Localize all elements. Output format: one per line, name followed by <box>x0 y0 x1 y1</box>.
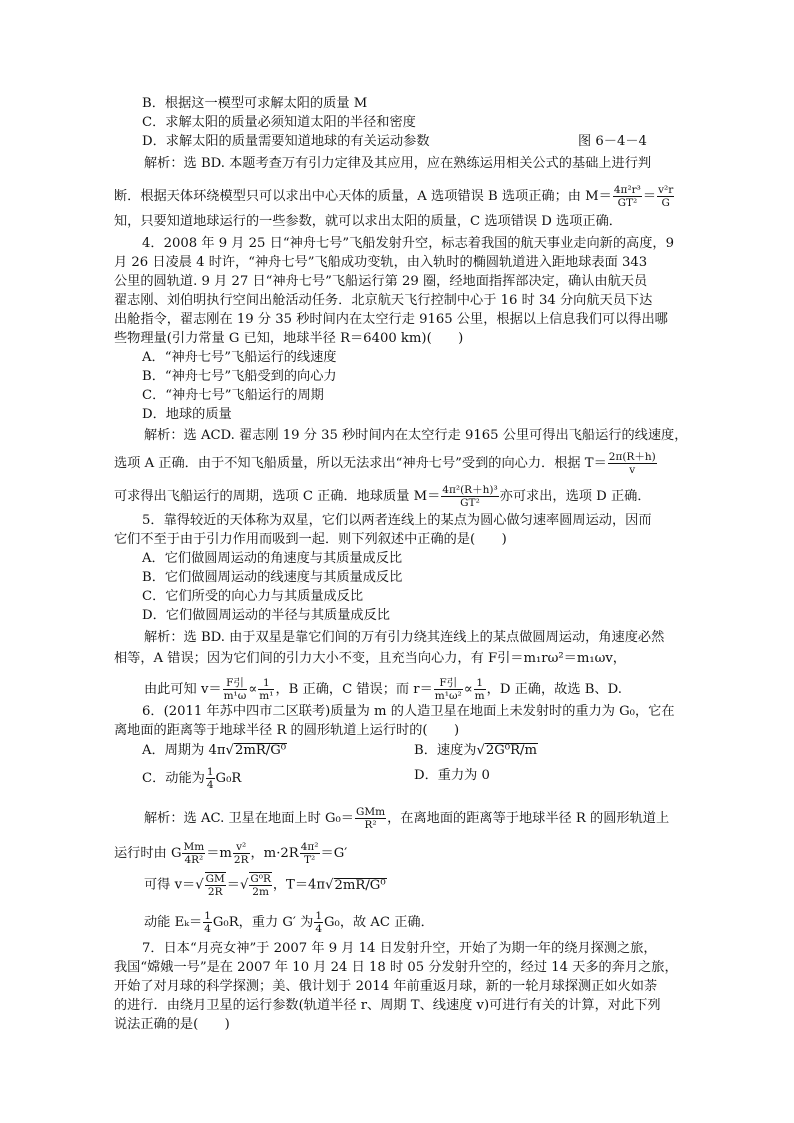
q6-option-a: A．周期为 4π√2mR/G⁰ <box>142 743 287 758</box>
option-d: D．求解太阳的质量需要知道地球的有关运动参数 <box>142 134 430 149</box>
fraction: GMm R² <box>355 806 386 831</box>
question-4-line-4: 翟志刚、刘伯明执行空间出舱活动任务．北京航天飞行控制中心于 16 时 34 分向航天员下达 <box>114 293 653 308</box>
q5-option-a: A．它们做圆周运动的角速度与其质量成反比 <box>142 551 403 566</box>
fraction: $\frac{\text{G⁰R}}{2m}$ <box>250 873 271 898</box>
q4-option-a: A．“神舟七号”飞船运行的线速度 <box>142 350 337 365</box>
question-4-line-5: 出舱指令，翟志刚在 19 分 35 秒时间内在太空行走 9165 公里，根据以上信息我们可以得出哪 <box>114 312 668 327</box>
question-6-line-2: 离地面的距离等于地球半径 R 的圆形轨道上运行时的( ) <box>114 723 460 738</box>
q5-option-b: B．它们做圆周运动的线速度与其质量成反比 <box>142 570 403 585</box>
solution-3-line-2: 断．根据天体环绕模型只可以求出中心天体的质量，A 选项错误 B 选项正确；由 M＝ $\frac{\text{4π²r³}}{\text{GT²}}$ ＝ $\frac{\text{v²r}}{G}$ <box>114 184 674 209</box>
q5-option-d: D．它们做圆周运动的半径与其质量成反比 <box>142 608 390 623</box>
solution-4-line-1: 解析：选 ACD. 翟志刚 19 分 35 秒时间内在太空行走 9165 公里可得出飞船运行的线速度， <box>144 428 688 443</box>
fraction: $\frac{\text{4π²}}{\text{T²}}$ <box>300 841 319 866</box>
q6-option-d: D．重力为 0 <box>414 768 490 783</box>
fraction: $\frac{1}{4}$ <box>204 910 211 935</box>
solution-3-line-3: 知，只要知道地球运行的一些参数，就可以求出太阳的质量，C 选项错误 D 选项正确． <box>114 214 622 229</box>
fraction: $\frac{1}{4}$ <box>206 766 214 791</box>
q4-option-c: C．“神舟七号”飞船运行的周期 <box>142 388 324 403</box>
question-6-line-1: 6．(2011 年苏中四市二区联考)质量为 m 的人造卫星在地面上未发射时的重力为 G₀，它在 <box>142 704 675 719</box>
question-5-line-2: 它们不至于由于引力作用而吸到一起．则下列叙述中正确的是( ) <box>114 532 507 547</box>
solution-6-line-3: 可得 v＝√ $\frac{GM}{2R}$ ＝√ $\frac{\text{G⁰R}}{2m}$ ，T＝4π√2mR/G⁰ <box>144 873 386 898</box>
question-4-line-1: 4．2008 年 9 月 25 日“神舟七号”飞船发射升空，标志着我国的航天事业走向新的高度，9 <box>142 236 674 251</box>
fraction: $\frac{\text{4π²r³}}{\text{GT²}}$ <box>613 184 641 209</box>
fraction: $\frac{GM}{2R}$ <box>205 873 225 898</box>
solution-4-line-3: 可求得出飞船运行的周期，选项 C 正确．地球质量 M＝ $\frac{\text{4π²(R＋h)³}}{\text{GT²}}$ 亦可求出，选项 D 正确． <box>114 484 651 509</box>
fraction: F引 m¹ω <box>223 677 247 702</box>
question-7-line-1: 7．日本“月亮女神”于 2007 年 9 月 14 日发射升空，开始了为期一年的绕月探测之旅， <box>142 941 657 956</box>
q4-option-b: B．“神舟七号”飞船受到的向心力 <box>142 369 337 384</box>
solution-3-line-1: 解析：选 BD. 本题考查万有引力定律及其应用，应在熟练运用相关公式的基础上进行判 <box>144 156 652 171</box>
solution-4-line-2: 选项 A 正确．由于不知飞船质量，所以无法求出“神舟七号”受到的向心力．根据 T＝ $\frac{2\pi(R+h)}{v}$ <box>114 451 656 476</box>
solution-5-line-1: 解析：选 BD. 由于双星是靠它们间的万有引力绕其连线上的某点做圆周运动，角速度必然 <box>144 630 665 645</box>
question-7-line-4: 的进行．由绕月卫星的运行参数(轨道半径 r、周期 T、线速度 v)可进行有关的计算，对此下列 <box>114 998 661 1013</box>
question-5-line-1: 5．靠得较近的天体称为双星，它们以两者连线上的某点为圆心做匀速率圆周运动，因而 <box>142 513 652 528</box>
fraction: $\frac{2\pi(R+h)}{v}$ <box>608 451 656 476</box>
question-4-line-3: 公里的圆轨道. 9 月 27 日“神舟七号”飞船运行第 29 圈，经地面指挥部决定，确认由航天员 <box>114 274 648 289</box>
question-4-line-6: 些物理量(引力常量 G 已知，地球半径 R＝6400 km)( ) <box>114 331 464 346</box>
fraction: $\frac{1}{4}$ <box>315 910 322 935</box>
q6-option-c: C．动能为 $\frac{1}{4}$ G₀R <box>142 766 242 791</box>
solution-6-line-2: 运行时由 G $\frac{Mm}{\text{4R²}}$ ＝m $\frac{\text{v²}}{2R}$ ，m·2R $\frac{\text{4π²}}{\text{T²}}$ ＝G′ <box>114 841 348 866</box>
fraction: $\frac{\text{4π²(R＋h)³}}{\text{GT²}}$ <box>442 484 498 509</box>
question-4-line-2: 月 26 日凌晨 4 时许，“神舟七号”飞船成功变轨，由入轨时的椭圆轨道进入距地球表面 343 <box>114 255 648 270</box>
fraction: $\frac{1}{m}$ <box>474 677 485 702</box>
option-c: C．求解太阳的质量必须知道太阳的半径和密度 <box>142 115 416 130</box>
question-7-line-3: 开始了对月球的科学探测；美、俄计划于 2014 年前重返月球，新的一轮月球探测正如火如荼 <box>114 979 658 994</box>
solution-5-line-2: 相等，A 错误；因为它们间的引力大小不变，且充当向心力，有 F引＝m₁rω²＝m₁ωv， <box>114 651 626 666</box>
q5-option-c: C．它们所受的向心力与其质量成反比 <box>142 589 364 604</box>
fraction: F引 m¹ω² <box>434 677 462 702</box>
question-7-line-2: 我国“嫦娥一号”是在 2007 年 10 月 24 日 18 时 05 分发射升空的，经过 14 天多的奔月之旅， <box>114 960 678 975</box>
solution-5-line-3: 由此可知 v＝ F引 m¹ω ∝ $\frac{1}{\text{m¹}}$ ，B 正确，C 错误；而 r＝ F引 m¹ω² ∝ $\frac{1}{m}$ ，D 正确，故选 B、D. <box>144 677 622 702</box>
q6-option-b: B．速度为√2G⁰R/m <box>414 743 537 758</box>
question-7-line-5: 说法正确的是( ) <box>114 1017 230 1032</box>
figure-label: 图 6－4－4 <box>578 134 647 149</box>
fraction: $\frac{1}{\text{m¹}}$ <box>259 677 274 702</box>
solution-6-line-1: 解析：选 AC. 卫星在地面上时 G₀＝ GMm R² ，在离地面的距离等于地球半径 R 的圆形轨道上 <box>144 806 670 831</box>
q4-option-d: D．地球的质量 <box>142 407 232 422</box>
fraction: $\frac{Mm}{\text{4R²}}$ <box>183 841 205 866</box>
option-b: B．根据这一模型可求解太阳的质量 M <box>142 96 368 111</box>
fraction: $\frac{\text{v²}}{2R}$ <box>233 841 249 866</box>
solution-6-line-4: 动能 Eₖ＝ $\frac{1}{4}$ G₀R，重力 G′ 为 $\frac{1}{4}$ G₀，故 AC 正确． <box>144 910 434 935</box>
fraction: $\frac{\text{v²r}}{G}$ <box>658 184 674 209</box>
